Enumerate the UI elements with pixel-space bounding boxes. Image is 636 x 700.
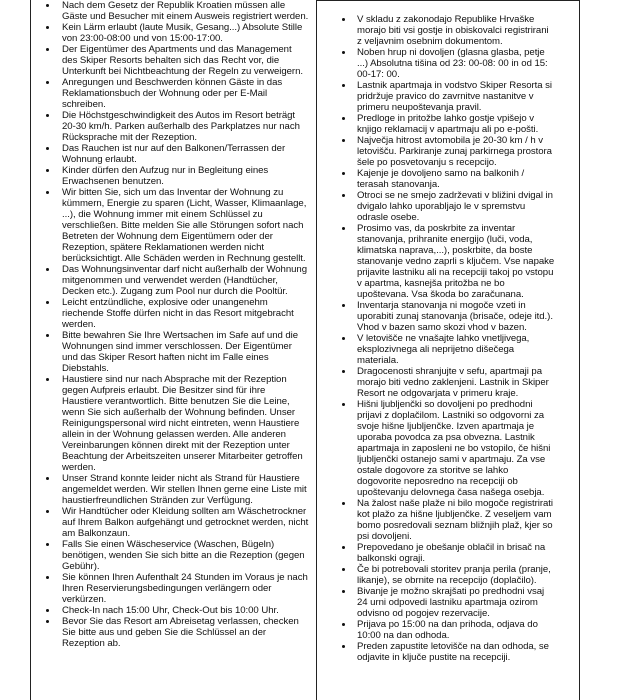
bullet-icon	[342, 18, 345, 21]
bullet-icon	[342, 194, 345, 197]
bullet-icon	[46, 543, 49, 546]
rule-text: Noben hrup ni dovoljen (glasna glasba, petje ...) Absolutna tišina od 23: 00-08: 00 in od 15: 00-17: 00.	[357, 47, 548, 80]
rule-text: Anregungen und Beschwerden können Gäste in das Reklamationsbuch der Wohnung oder per E-Mail schreiben.	[62, 77, 283, 110]
rule-item	[317, 300, 579, 333]
slovenian-rules-list	[317, 14, 579, 663]
bullet-icon	[46, 26, 49, 29]
bullet-icon	[342, 403, 345, 406]
rule-text: Kein Lärm erlaubt (laute Musik, Gesang...) Absolute Stille von 23:00-08:00 und von 15:00-17:00.	[62, 22, 303, 44]
bullet-icon	[342, 370, 345, 373]
rule-text: Inventarja stanovanja ni mogoče vzeti in uporabiti zunaj stanovanja (brisače, odeje itd.). Vhod v bazen samo skozi vhod v bazen.	[357, 300, 553, 333]
rule-text: Na žalost naše plaže ni bilo mogoče registrirati kot plažo za hišne ljubljenčke. Z veseljem vam bomo posredovali seznam bližnjih plaž, kjer so psi dovoljeni.	[357, 498, 553, 542]
rule-item	[317, 135, 579, 168]
rule-item	[317, 168, 579, 190]
bullet-icon	[46, 510, 49, 513]
rule-item	[317, 498, 579, 542]
rule-item	[31, 187, 316, 264]
bullet-icon	[342, 172, 345, 175]
bullet-icon	[46, 301, 49, 304]
bullet-icon	[342, 568, 345, 571]
rule-text: Falls Sie einen Wäscheservice (Waschen, Bügeln) benötigen, wenden Sie sich bitte an die Rezeption (gegen Gebühr).	[62, 539, 305, 572]
rule-item	[317, 641, 579, 663]
rule-item	[31, 506, 316, 539]
rule-text: Kajenje je dovoljeno samo na balkonih / terasah stanovanja.	[357, 168, 525, 190]
rule-item	[317, 333, 579, 366]
bullet-icon	[46, 114, 49, 117]
rule-item	[317, 47, 579, 80]
bullet-icon	[46, 169, 49, 172]
bullet-icon	[342, 502, 345, 505]
rule-item	[31, 110, 316, 143]
rule-item	[31, 616, 316, 649]
bullet-icon	[342, 227, 345, 230]
bullet-icon	[46, 576, 49, 579]
rule-text: Lastnik apartmaja in vodstvo Skiper Resorta si pridržuje pravico do zavrnitve nastanitve v primeru neupoštevanja pravil.	[357, 80, 552, 113]
rule-item	[31, 572, 316, 605]
bullet-icon	[342, 337, 345, 340]
rule-item	[31, 330, 316, 374]
rule-item	[317, 190, 579, 223]
rule-text: Leicht entzündliche, explosive oder unangenehm riechende Stoffe dürfen nicht in das Resort mitgebracht werden.	[62, 297, 294, 330]
rule-text: Unser Strand konnte leider nicht als Strand für Haustiere angemeldet werden. Wir stellen Ihnen gerne eine Liste mit haustierfreundlichen Stränden zur Verfügung.	[62, 473, 307, 506]
bullet-icon	[46, 191, 49, 194]
bullet-icon	[342, 51, 345, 54]
german-rules-list	[31, 0, 316, 649]
rule-item	[317, 113, 579, 135]
bullet-icon	[342, 546, 345, 549]
bullet-icon	[46, 378, 49, 381]
rule-text: Wir Handtücher oder Kleidung sollten am Wäschetrockner auf Ihrem Balkon aufgehängt und getrocknet werden, nicht am Balkonzaun.	[62, 506, 309, 539]
slovenian-rules-column	[316, 0, 580, 700]
rule-text: Kinder dürfen den Aufzug nur in Begleitung eines Erwachsenen benutzen.	[62, 165, 269, 187]
bullet-icon	[342, 304, 345, 307]
rule-item	[317, 14, 579, 47]
rule-text: Hišni ljubljenčki so dovoljeni po predhodni prijavi z doplačilom. Lastniki so odgovorni za svoje hišne ljubljenčke. Izven apartmaja je uporaba povodca za psa obvezna. Lastnik apartmaja in zaposleni ne bo vstopilo, če hišni ljubljenčki ostanejo sami v apartmaju. Za vse ostale dogovore za storitve se lahko dogovorite neposredno na recepciji ob upoštevanju delovnega časa našega osebja.	[357, 399, 551, 498]
rule-item	[317, 564, 579, 586]
rule-item	[31, 297, 316, 330]
rule-item	[31, 539, 316, 572]
rule-item	[317, 586, 579, 619]
rule-item	[317, 542, 579, 564]
rule-text: Bevor Sie das Resort am Abreisetag verlassen, checken Sie bitte aus und geben Sie die Schlüssel an der Rezeption ab.	[62, 616, 299, 649]
rule-item	[31, 165, 316, 187]
rule-text: V skladu z zakonodajo Republike Hrvaške morajo biti vsi gostje in obiskovalci registrirani z veljavnim osebnim dokumentom.	[357, 14, 549, 47]
rule-item	[31, 44, 316, 77]
rule-text: Bivanje je možno skrajšati po predhodni vsaj 24 urni odpovedi lastniku apartmaja ozirom odvisno od pogojev rezervacije.	[357, 586, 545, 619]
bullet-icon	[46, 334, 49, 337]
rule-item	[31, 374, 316, 473]
bullet-icon	[46, 620, 49, 623]
bullet-icon	[46, 81, 49, 84]
bullet-icon	[46, 477, 49, 480]
rule-text: Nach dem Gesetz der Republik Kroatien müssen alle Gäste und Besucher mit einem Ausweis registriert werden.	[62, 0, 309, 22]
rule-text: Das Rauchen ist nur auf den Balkonen/Terrassen der Wohnung erlaubt.	[62, 143, 286, 165]
rule-text: Dragocenosti shranjujte v sefu, apartmaji pa morajo biti vedno zaklenjeni. Lastnik in Skiper Resort ne odgovarjata v primeru kraje.	[357, 366, 549, 399]
rule-item	[31, 143, 316, 165]
rule-text: Če bi potrebovali storitev pranja perila (pranje, likanje), se obrnite na recepcijo (doplačilo).	[357, 564, 551, 586]
rule-text: Das Wohnungsinventar darf nicht außerhalb der Wohnung mitgenommen und verwendet werden (Handtücher, Decken etc.). Zugang zum Pool nur durch die Pooltür.	[62, 264, 307, 297]
rule-item	[31, 605, 316, 616]
rule-text: Prijava po 15:00 na dan prihoda, odjava do 10:00 na dan odhoda.	[357, 619, 538, 641]
bullet-icon	[342, 84, 345, 87]
rule-text: Bitte bewahren Sie Ihre Wertsachen im Safe auf und die Wohnungen sind immer verschlossen. Der Eigentümer und das Skiper Resort haften nicht im Falle eines Diebstahls.	[62, 330, 299, 374]
rule-text: Prosimo vas, da poskrbite za inventar stanovanja, prihranite energijo (luči, voda, klimatska naprava,...), poskrbite, da boste stanovanje vedno zaprli s ključem. Vse napake prijavite lastniku ali na recepciji takoj po vstopu v apartma, kasnejša pritožba ne bo upoštevana. Vsa škoda bo zaračunana.	[357, 223, 555, 300]
rule-item	[317, 399, 579, 498]
german-rules-column	[30, 0, 317, 700]
bullet-icon	[46, 48, 49, 51]
rule-item	[31, 22, 316, 44]
rule-text: Preden zapustite letovišče na dan odhoda, se odjavite in ključe pustite na recepciji.	[357, 641, 549, 663]
bullet-icon	[342, 645, 345, 648]
rule-item	[31, 77, 316, 110]
bullet-icon	[46, 147, 49, 150]
rule-text: Predloge in pritožbe lahko gostje vpišejo v knjigo reklamacij v apartmaju ali po e-pošti.	[357, 113, 539, 135]
rule-item	[31, 473, 316, 506]
rule-text: Otroci se ne smejo zadrževati v bližini dvigal in dvigalo lahko uporabljajo le v spremstvu odrasle osebe.	[357, 190, 553, 223]
rule-text: Haustiere sind nur nach Absprache mit der Rezeption gegen Aufpreis erlaubt. Die Besitzer sind für ihre Haustiere verantwortlich. Bitte benutzen Sie die Leine, wenn Sie sich außerhalb der Wohnung befinden. Unser Reinigungspersonal wird nicht eintreten, wenn Haustiere allein in der Wohnung gelassen werden. Alle anderen Vereinbarungen können direkt mit der Rezeption unter Beachtung der Arbeitszeiten unserer Mitarbeiter getroffen werden.	[62, 374, 303, 473]
rule-item	[31, 264, 316, 297]
bullet-icon	[342, 623, 345, 626]
rule-item	[317, 619, 579, 641]
rule-text: V letovišče ne vnašajte lahko vnetljivega, eksplozivnega ali neprijetno dišečega materiala.	[357, 333, 530, 366]
rule-item	[31, 0, 316, 22]
rule-text: Check-In nach 15:00 Uhr, Check-Out bis 10:00 Uhr.	[62, 605, 279, 616]
rule-text: Die Höchstgeschwindigkeit des Autos im Resort beträgt 20-30 km/h. Parken außerhalb des Parkplatzes nur nach Rücksprache mit der Rezeption.	[62, 110, 300, 143]
bullet-icon	[342, 117, 345, 120]
rule-text: Wir bitten Sie, sich um das Inventar der Wohnung zu kümmern, Energie zu sparen (Licht, Wasser, Klimaanlage, ...), die Wohnung immer mit einem Schlüssel zu verschließen. Bitte melden Sie alle Störungen sofort nach Betreten der Wohnung dem Eigentümern oder der Rezeption, spätere Reklamationen werden nicht berücksichtigt. Alle Schäden werden in Rechnung gestellt.	[62, 187, 307, 264]
bullet-icon	[46, 268, 49, 271]
rule-text: Prepovedano je obešanje oblačil in brisač na balkonski ograji.	[357, 542, 546, 564]
rule-item	[317, 223, 579, 300]
bullet-icon	[342, 139, 345, 142]
rule-item	[317, 80, 579, 113]
rule-text: Sie können Ihren Aufenthalt 24 Stunden im Voraus je nach Ihren Reservierungsbedingungen verlängern oder verkürzen.	[62, 572, 308, 605]
bullet-icon	[342, 590, 345, 593]
rule-item	[317, 366, 579, 399]
rule-text: Največja hitrost avtomobila je 20-30 km / h v letovišču. Parkiranje zunaj parkirnega prostora šele po posvetovanju s recepcijo.	[357, 135, 552, 168]
bullet-icon	[46, 609, 49, 612]
rule-text: Der Eigentümer des Apartments und das Management des Skiper Resorts behalten sich das Recht vor, die Unterkunft bei Nichtbeachtung der Regeln zu verweigern.	[62, 44, 303, 77]
bullet-icon	[46, 4, 49, 7]
